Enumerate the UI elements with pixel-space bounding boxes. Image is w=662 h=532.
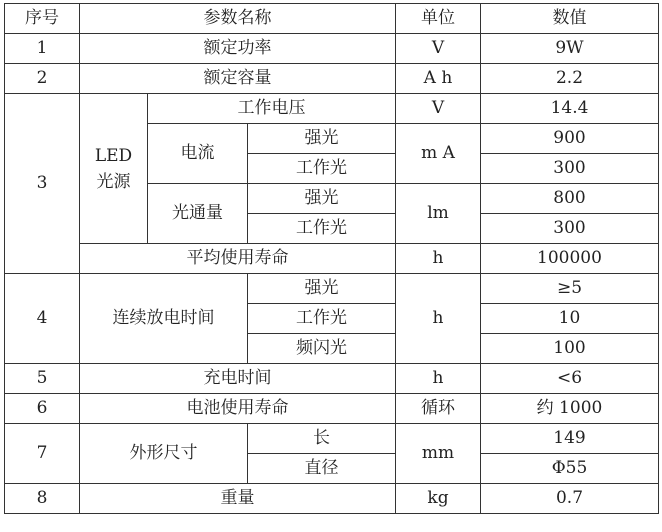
row-no: 2 bbox=[5, 64, 80, 94]
row-no: 3 bbox=[5, 94, 80, 274]
param-name: 重量 bbox=[80, 484, 396, 514]
unit-cell: A h bbox=[396, 64, 481, 94]
value-cell: ≥5 bbox=[481, 274, 659, 304]
value-cell: 14.4 bbox=[481, 94, 659, 124]
row-no: 1 bbox=[5, 34, 80, 64]
unit-cell: m A bbox=[396, 124, 481, 184]
table-row bbox=[5, 34, 659, 64]
unit-cell: 循环 bbox=[396, 394, 481, 424]
table-row bbox=[5, 94, 659, 124]
row-no: 5 bbox=[5, 364, 80, 394]
sub-param-label: 长 bbox=[248, 424, 396, 454]
table-row bbox=[5, 64, 659, 94]
param-name: 额定功率 bbox=[80, 34, 396, 64]
row-no: 6 bbox=[5, 394, 80, 424]
param-name: 额定容量 bbox=[80, 64, 396, 94]
row-no: 7 bbox=[5, 424, 80, 484]
unit-cell: h bbox=[396, 274, 481, 364]
unit-cell: kg bbox=[396, 484, 481, 514]
header-row bbox=[5, 4, 659, 34]
row-no: 4 bbox=[5, 274, 80, 364]
led-light-source-group bbox=[80, 94, 148, 244]
value-cell: 10 bbox=[481, 304, 659, 334]
value-cell: 300 bbox=[481, 214, 659, 244]
sub-param-label: 强光 bbox=[248, 124, 396, 154]
value-cell: Φ55 bbox=[481, 454, 659, 484]
unit-cell: h bbox=[396, 244, 481, 274]
value-cell: 2.2 bbox=[481, 64, 659, 94]
param-name: 电池使用寿命 bbox=[80, 394, 396, 424]
sub-param-label: 工作光 bbox=[248, 304, 396, 334]
value-cell: 9W bbox=[481, 34, 659, 64]
spec-table-wrapper bbox=[4, 3, 659, 514]
unit-cell: lm bbox=[396, 184, 481, 244]
table-row bbox=[5, 424, 659, 454]
param-name: 光通量 bbox=[148, 184, 248, 244]
unit-cell: mm bbox=[396, 424, 481, 484]
sub-param-label: 工作光 bbox=[248, 214, 396, 244]
param-name: 外形尺寸 bbox=[80, 424, 248, 484]
value-cell: 0.7 bbox=[481, 484, 659, 514]
value-cell: 100000 bbox=[481, 244, 659, 274]
value-cell: 149 bbox=[481, 424, 659, 454]
value-cell: 900 bbox=[481, 124, 659, 154]
value-cell: <6 bbox=[481, 364, 659, 394]
param-name: 工作电压 bbox=[148, 94, 396, 124]
value-cell: 300 bbox=[481, 154, 659, 184]
sub-param-label: 直径 bbox=[248, 454, 396, 484]
unit-cell: V bbox=[396, 34, 481, 64]
sub-param-label: 工作光 bbox=[248, 154, 396, 184]
unit-cell: h bbox=[396, 364, 481, 394]
group-label-line1: LED bbox=[94, 145, 133, 166]
param-name: 电流 bbox=[148, 124, 248, 184]
header-unit: 单位 bbox=[396, 4, 481, 34]
unit-cell: V bbox=[396, 94, 481, 124]
sub-param-label: 频闪光 bbox=[248, 334, 396, 364]
table-row bbox=[5, 274, 659, 304]
table-row bbox=[5, 364, 659, 394]
param-name: 平均使用寿命 bbox=[80, 244, 396, 274]
table-row bbox=[5, 244, 659, 274]
sub-param-label: 强光 bbox=[248, 184, 396, 214]
header-no: 序号 bbox=[5, 4, 80, 34]
spec-table bbox=[4, 3, 659, 514]
value-cell: 800 bbox=[481, 184, 659, 214]
row-no: 8 bbox=[5, 484, 80, 514]
header-param-name: 参数名称 bbox=[80, 4, 396, 34]
value-cell: 约 1000 bbox=[481, 394, 659, 424]
table-row bbox=[5, 484, 659, 514]
param-name: 连续放电时间 bbox=[80, 274, 248, 364]
group-label-line2: 光源 bbox=[96, 171, 131, 192]
param-name: 充电时间 bbox=[80, 364, 396, 394]
value-cell: 100 bbox=[481, 334, 659, 364]
table-row bbox=[5, 394, 659, 424]
sub-param-label: 强光 bbox=[248, 274, 396, 304]
header-value: 数值 bbox=[481, 4, 659, 34]
